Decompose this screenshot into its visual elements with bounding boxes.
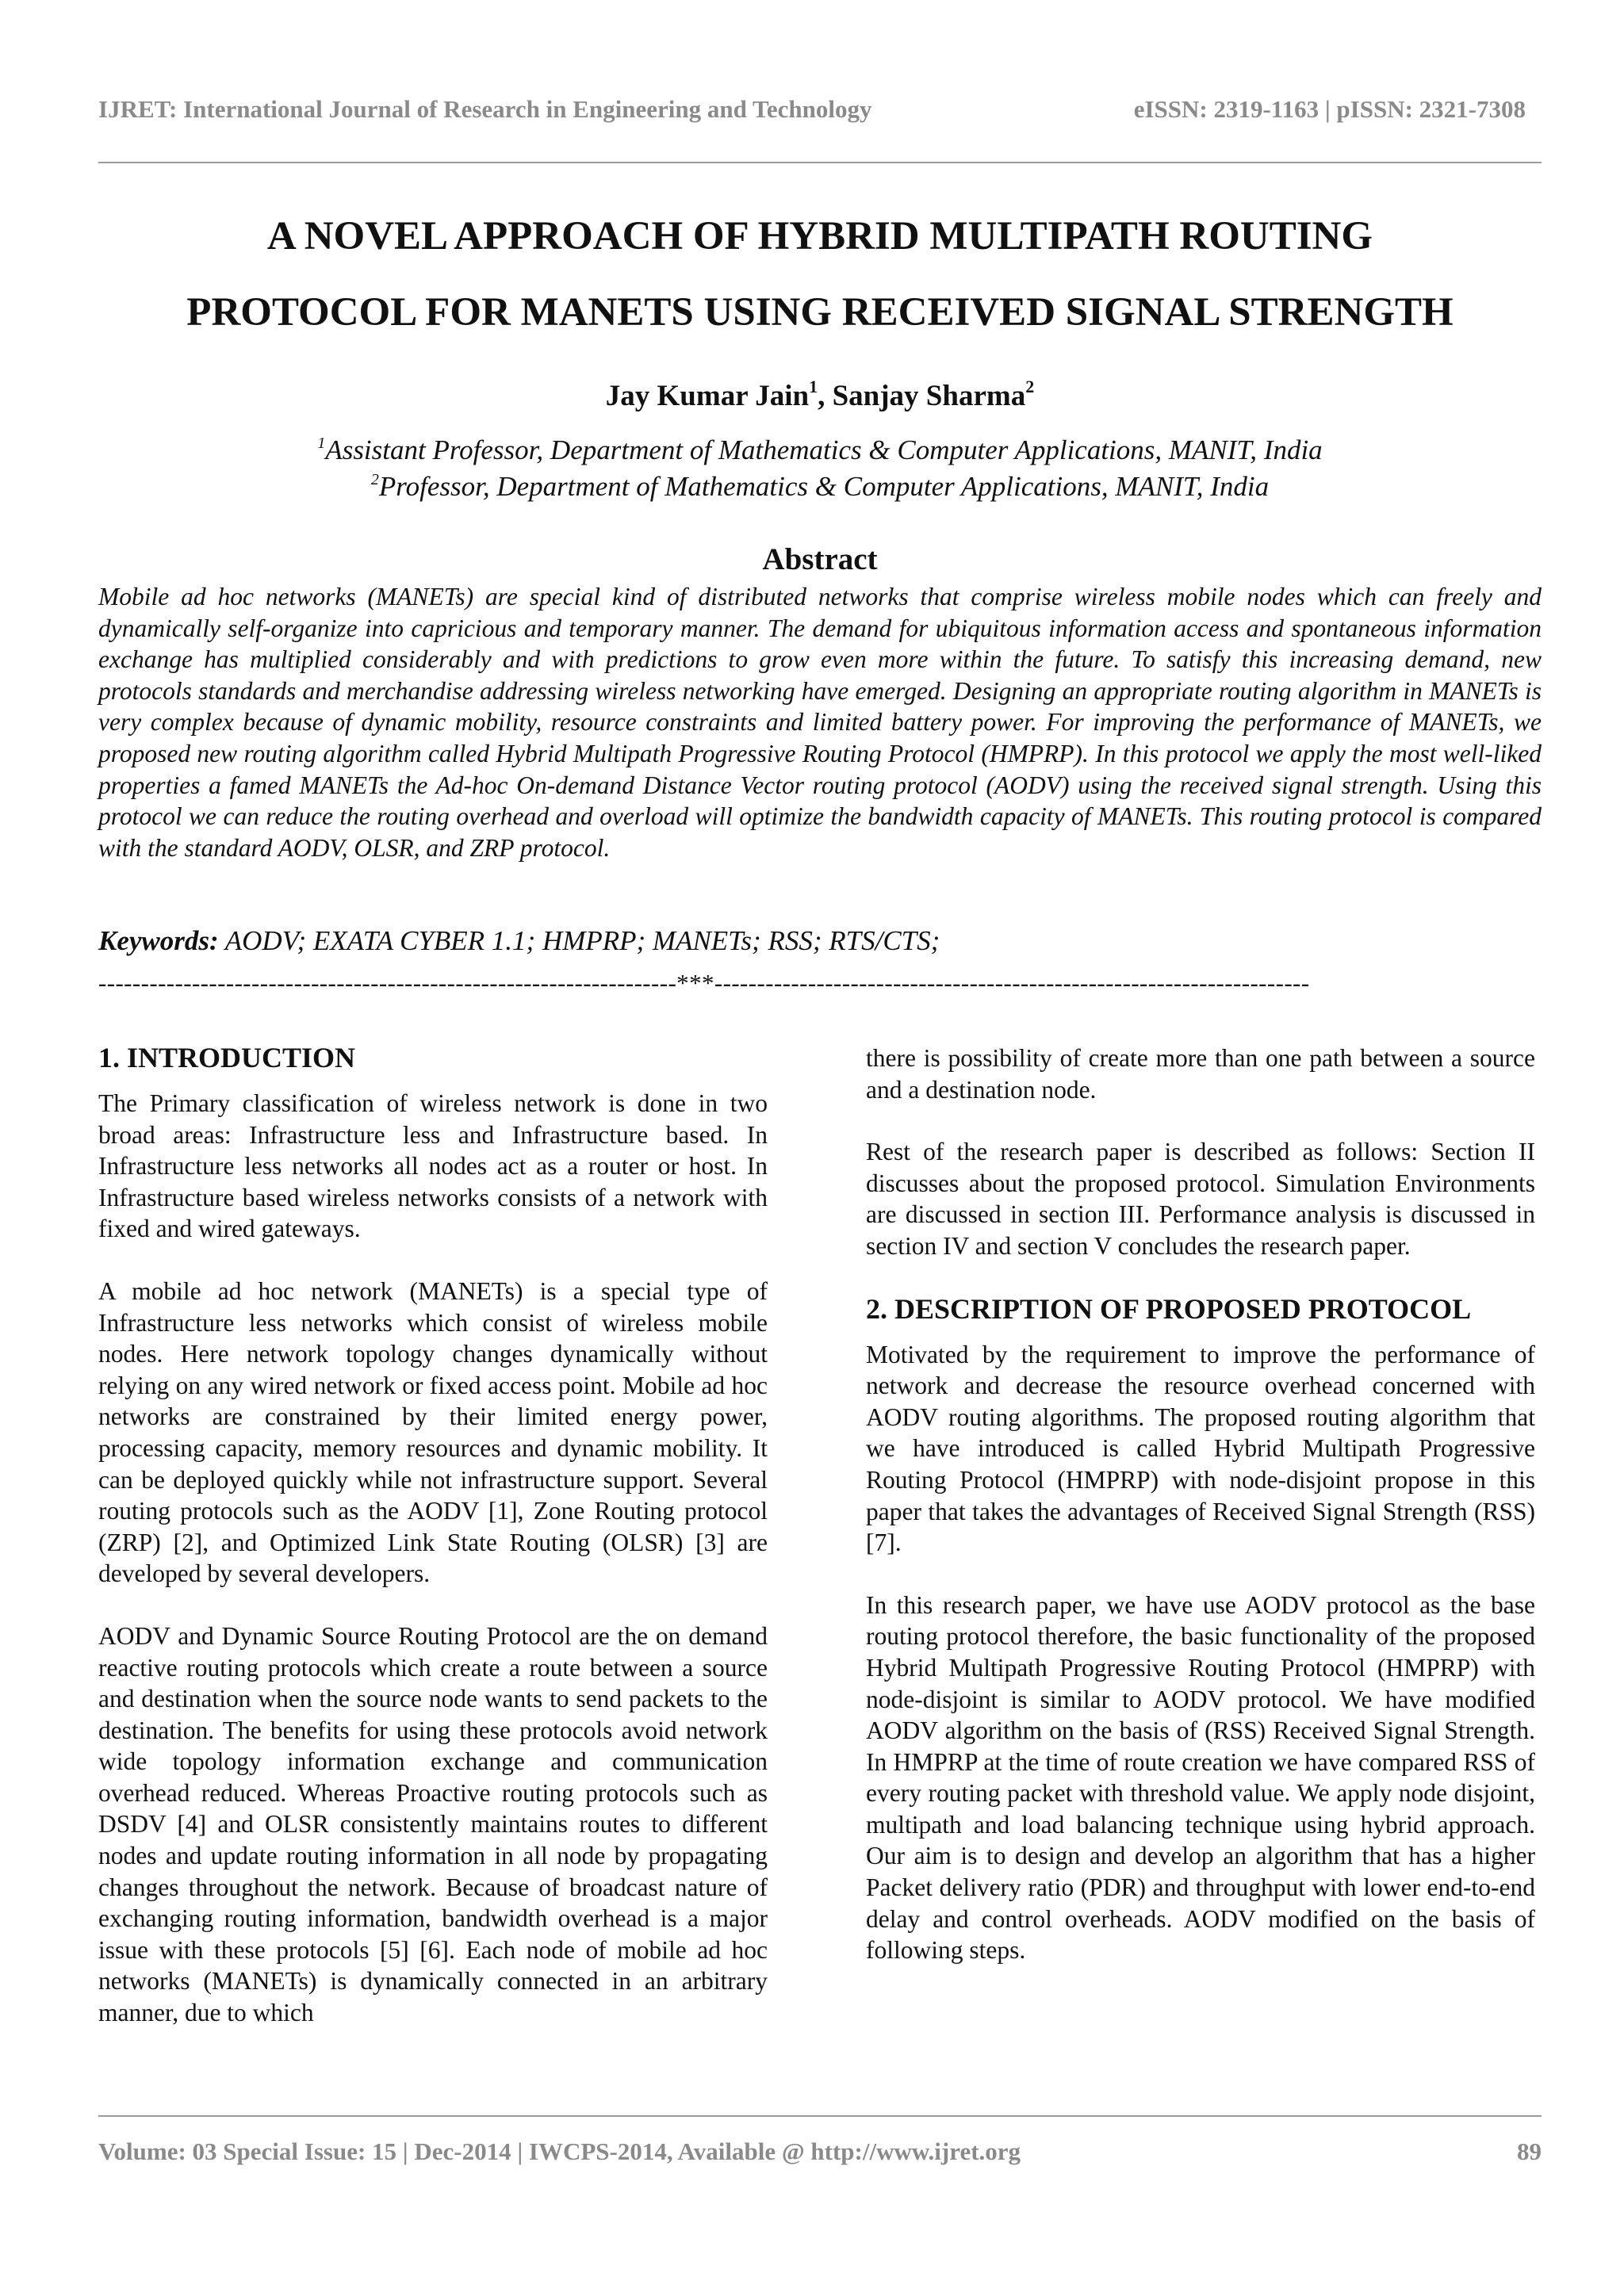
affiliation-1 <box>98 432 1542 469</box>
running-header <box>98 95 1526 124</box>
affiliations <box>98 432 1542 505</box>
keywords <box>98 925 1542 957</box>
left-column <box>98 1039 768 2060</box>
paper-title <box>98 198 1542 350</box>
abstract-heading: Abstract <box>762 542 878 576</box>
author-2-sup: 2 <box>1025 377 1035 396</box>
affiliation-1-text: Assistant Professor, Department of Mathematics & Computer Applications, MANIT, India <box>325 434 1323 465</box>
affiliation-2-sup: 2 <box>370 471 379 488</box>
right-column <box>866 1043 1535 1997</box>
section-separator: --------------------------------------------------------------------***---------------------------------------------------------------------- <box>98 969 1310 997</box>
section-1-heading: 1. INTRODUCTION <box>98 1042 356 1073</box>
section-1-continued-paragraph: Rest of the research paper is described as follows: Section II discusses about the proposed protocol. Simulation Environments are discussed in section III. Performance analysis is discussed in section IV and section V concludes the research paper. <box>866 1138 1535 1260</box>
section-1-paragraph: The Primary classification of wireless network is done in two broad areas: Infrastructure less and Infrastructure based. In Infrastructure less networks all nodes act as a router or host. In Infrastructure based wireless networks consists of a network with fixed and wired gateways. <box>98 1089 768 1243</box>
footer-citation: Volume: 03 Special Issue: 15 | Dec-2014 | IWCPS-2014, Available @ http://www.ijret.org <box>98 2137 1021 2165</box>
abstract-text: Mobile ad hoc networks (MANETs) are special kind of distributed networks that comprise wireless mobile nodes which can freely and dynamically self-organize into capricious and temporary manner. The demand for ubiquitous information access and spontaneous information exchange has multiplied considerably and with predictions to grow even more within the future. To satisfy this increasing demand, new protocols standards and merchandise addressing wireless networking have emerged. Designing an appropriate routing algorithm in MANETs is very complex because of dynamic mobility, resource constraints and limited battery power. For improving the performance of MANETs, we proposed new routing algorithm called Hybrid Multipath Progressive Routing Protocol (HMPRP). In this protocol we apply the most well-liked properties a famed MANETs the Ad-hoc On-demand Distance Vector routing protocol (AODV) using the received signal strength. Using this protocol we can reduce the routing overhead and overload will optimize the bandwidth capacity of MANETs. This routing protocol is compared with the standard AODV, OLSR, and ZRP protocol. <box>98 583 1542 862</box>
author-line <box>98 379 1542 413</box>
title-line-2: PROTOCOL FOR MANETS USING RECEIVED SIGNAL STRENGTH <box>186 290 1454 335</box>
section-1-paragraph: A mobile ad hoc network (MANETs) is a special type of Infrastructure less networks which consist of wireless mobile nodes. Here network topology changes dynamically without relying on any wired network or fixed access point. Mobile ad hoc networks are constrained by their limited energy power, processing capacity, memory resources and dynamic mobility. It can be deployed quickly while not infrastructure support. Several routing protocols such as the AODV [1], Zone Routing protocol (ZRP) [2], and Optimized Link State Routing (OLSR) [3] are developed by several developers. <box>98 1276 768 1588</box>
issn-info: eISSN: 2319-1163 | pISSN: 2321-7308 <box>1133 95 1526 123</box>
author-1-sup: 1 <box>809 377 818 396</box>
section-1-paragraph: AODV and Dynamic Source Routing Protocol are the on demand reactive routing protocols which create a route between a source and destination when the source node wants to send packets to the destination. The benefits for using these protocols avoid network wide topology information exchange and communication overhead reduced. Whereas Proactive routing protocols such as DSDV [4] and OLSR consistently maintains routes to different nodes and update routing information in all node by propagating changes throughout the network. Because of broadcast nature of exchanging routing information, bandwidth overhead is a major issue with these protocols [5] [6]. Each node of mobile ad hoc networks (MANETs) is dynamically connected in an arbitrary manner, due to which <box>98 1621 768 2027</box>
affiliation-1-sup: 1 <box>317 434 326 452</box>
affiliation-2-text: Professor, Department of Mathematics & Computer Applications, MANIT, India <box>378 471 1270 502</box>
section-2-paragraph: Motivated by the requirement to improve the performance of network and decrease the resource overhead concerned with AODV routing algorithms. The proposed routing algorithm that we have introduced is called Hybrid Multipath Progressive Routing Protocol (HMPRP) with node-disjoint propose in this paper that takes the advantages of Received Signal Strength (RSS) [7]. <box>866 1340 1535 1557</box>
author-2: Sanjay Sharma <box>832 380 1026 412</box>
keywords-text: AODV; EXATA CYBER 1.1; HMPRP; MANETs; RSS; RTS/CTS; <box>218 925 940 956</box>
affiliation-2 <box>98 469 1542 505</box>
footer-rule <box>98 2115 1542 2117</box>
title-line-1: A NOVEL APPROACH OF HYBRID MULTIPATH ROUTING <box>266 214 1373 258</box>
section-1-continued-paragraph: there is possibility of create more than one path between a source and a destination node. <box>866 1044 1535 1104</box>
section-2-paragraph: In this research paper, we have use AODV protocol as the base routing protocol therefore, the basic functionality of the proposed Hybrid Multipath Progressive Routing Protocol (HMPRP) with node-disjoint is similar to AODV protocol. We have modified AODV algorithm on the basis of (RSS) Received Signal Strength. In HMPRP at the time of route creation we have compared RSS of every routing packet with threshold value. We apply node disjoint, multipath and load balancing technique using hybrid approach. Our aim is to design and develop an algorithm that has a higher Packet delivery ratio (PDR) and throughput with lower end-to-end delay and control overheads. AODV modified on the basis of following steps. <box>866 1590 1535 1965</box>
running-footer <box>98 2137 1542 2166</box>
section-2-heading: 2. DESCRIPTION OF PROPOSED PROTOCOL <box>866 1292 1472 1325</box>
header-rule <box>98 162 1542 163</box>
page-number: 89 <box>1517 2137 1542 2165</box>
keywords-label: Keywords: <box>98 925 219 956</box>
author-separator: , <box>818 380 833 412</box>
journal-name: IJRET: International Journal of Research in Engineering and Technology <box>98 95 872 123</box>
author-1: Jay Kumar Jain <box>605 380 810 412</box>
